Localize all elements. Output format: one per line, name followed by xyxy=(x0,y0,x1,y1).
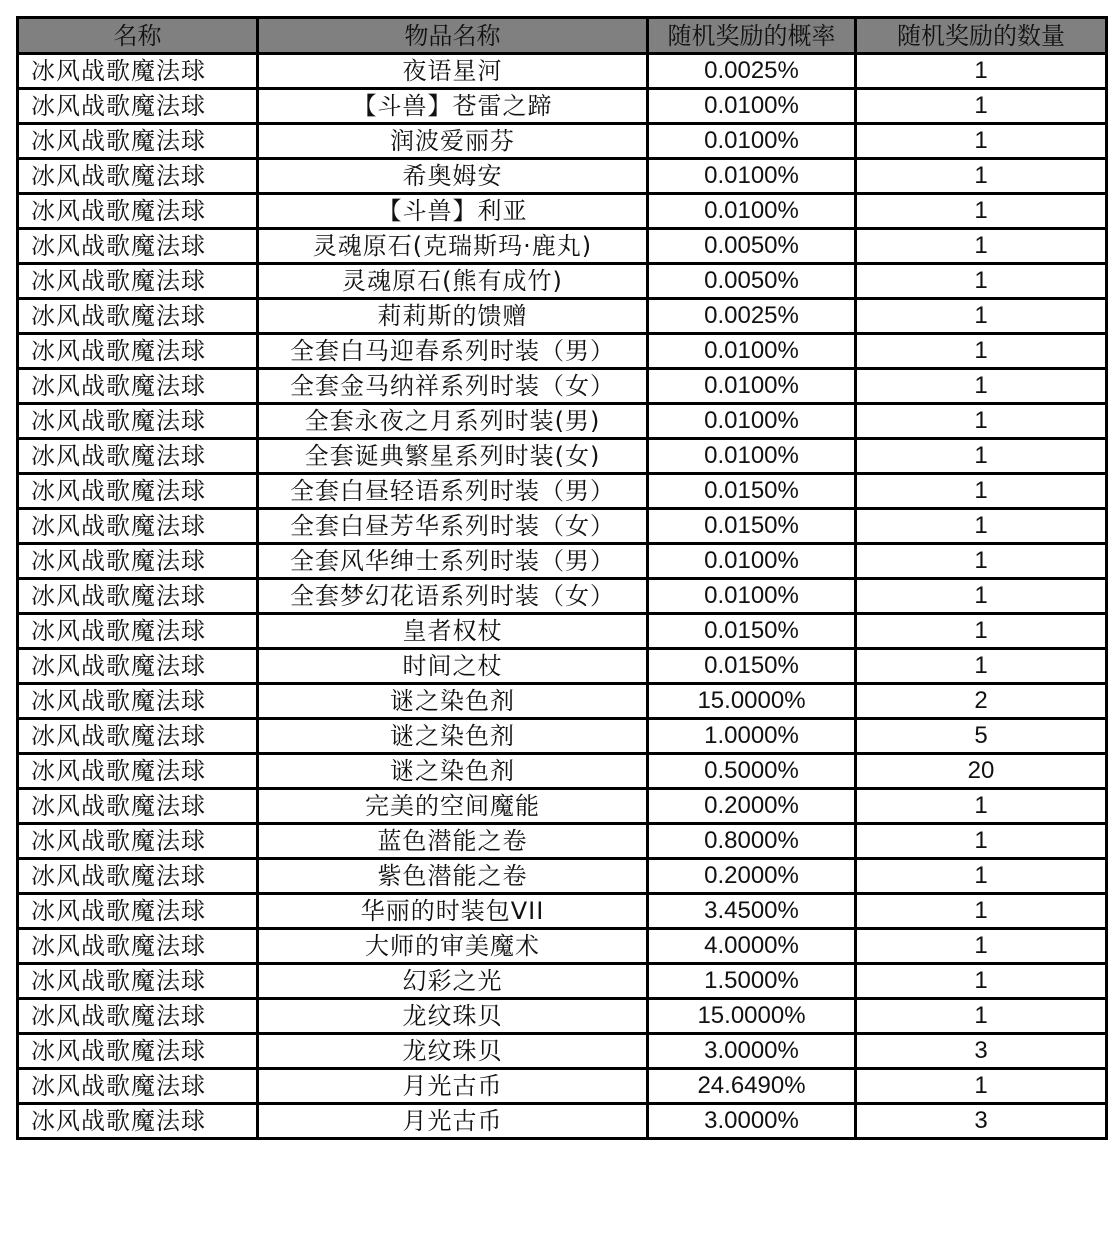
cell-probability[interactable]: 0.0100% xyxy=(648,334,856,369)
table-row xyxy=(18,614,1107,649)
cell-quantity[interactable]: 1 xyxy=(856,824,1107,859)
cell-box-name[interactable]: 冰风战歌魔法球 xyxy=(18,439,258,474)
cell-item-name[interactable]: 全套诞典繁星系列时装(女) xyxy=(258,439,648,474)
cell-box-name[interactable]: 冰风战歌魔法球 xyxy=(18,649,258,684)
header-item-name: 物品名称 xyxy=(258,18,648,54)
cell-item-name[interactable]: 华丽的时装包VII xyxy=(258,894,648,929)
cell-item-name[interactable]: 全套梦幻花语系列时装（女） xyxy=(258,579,648,614)
cell-box-name[interactable]: 冰风战歌魔法球 xyxy=(18,1069,258,1104)
cell-box-name[interactable]: 冰风战歌魔法球 xyxy=(18,229,258,264)
cell-item-name[interactable]: 全套白昼芳华系列时装（女） xyxy=(258,509,648,544)
cell-quantity[interactable]: 1 xyxy=(856,229,1107,264)
table-row xyxy=(18,334,1107,369)
cell-box-name[interactable]: 冰风战歌魔法球 xyxy=(18,124,258,159)
cell-item-name[interactable]: 全套金马纳祥系列时装（女） xyxy=(258,369,648,404)
cell-probability[interactable]: 1.0000% xyxy=(648,719,856,754)
cell-quantity[interactable]: 1 xyxy=(856,369,1107,404)
table-row xyxy=(18,999,1107,1034)
cell-quantity[interactable]: 5 xyxy=(856,719,1107,754)
cell-quantity[interactable]: 1 xyxy=(856,509,1107,544)
cell-box-name[interactable]: 冰风战歌魔法球 xyxy=(18,789,258,824)
cell-quantity[interactable]: 1 xyxy=(856,929,1107,964)
cell-item-name[interactable]: 谜之染色剂 xyxy=(258,719,648,754)
cell-box-name[interactable]: 冰风战歌魔法球 xyxy=(18,509,258,544)
cell-item-name[interactable]: 幻彩之光 xyxy=(258,964,648,999)
cell-item-name[interactable]: 莉莉斯的馈赠 xyxy=(258,299,648,334)
header-probability: 随机奖励的概率 xyxy=(648,18,856,54)
cell-probability[interactable]: 0.0025% xyxy=(648,54,856,89)
cell-item-name[interactable]: 全套白马迎春系列时装（男） xyxy=(258,334,648,369)
cell-box-name[interactable]: 冰风战歌魔法球 xyxy=(18,369,258,404)
cell-quantity[interactable]: 1 xyxy=(856,964,1107,999)
table-row xyxy=(18,229,1107,264)
table-row xyxy=(18,684,1107,719)
cell-probability[interactable]: 0.0050% xyxy=(648,264,856,299)
table-row xyxy=(18,194,1107,229)
cell-box-name[interactable]: 冰风战歌魔法球 xyxy=(18,544,258,579)
cell-probability[interactable]: 0.0100% xyxy=(648,439,856,474)
table-row xyxy=(18,474,1107,509)
cell-probability[interactable]: 0.0050% xyxy=(648,229,856,264)
header-row xyxy=(18,18,1107,54)
cell-item-name[interactable]: 谜之染色剂 xyxy=(258,684,648,719)
table-row xyxy=(18,649,1107,684)
cell-probability[interactable]: 0.0100% xyxy=(648,369,856,404)
cell-quantity[interactable]: 1 xyxy=(856,194,1107,229)
cell-box-name[interactable]: 冰风战歌魔法球 xyxy=(18,334,258,369)
cell-quantity[interactable]: 1 xyxy=(856,894,1107,929)
cell-box-name[interactable]: 冰风战歌魔法球 xyxy=(18,719,258,754)
cell-quantity[interactable]: 1 xyxy=(856,649,1107,684)
cell-probability[interactable]: 0.0150% xyxy=(648,474,856,509)
cell-box-name[interactable]: 冰风战歌魔法球 xyxy=(18,159,258,194)
cell-box-name[interactable]: 冰风战歌魔法球 xyxy=(18,859,258,894)
cell-quantity[interactable]: 1 xyxy=(856,544,1107,579)
cell-quantity[interactable]: 1 xyxy=(856,404,1107,439)
cell-item-name[interactable]: 月光古币 xyxy=(258,1104,648,1139)
table-row xyxy=(18,1104,1107,1139)
cell-item-name[interactable]: 全套白昼轻语系列时装（男） xyxy=(258,474,648,509)
cell-probability[interactable]: 0.2000% xyxy=(648,789,856,824)
header-quantity: 随机奖励的数量 xyxy=(856,18,1107,54)
table-row xyxy=(18,1069,1107,1104)
table-row xyxy=(18,964,1107,999)
cell-box-name[interactable]: 冰风战歌魔法球 xyxy=(18,299,258,334)
cell-quantity[interactable]: 1 xyxy=(856,264,1107,299)
cell-box-name[interactable]: 冰风战歌魔法球 xyxy=(18,964,258,999)
cell-box-name[interactable]: 冰风战歌魔法球 xyxy=(18,579,258,614)
cell-quantity[interactable]: 1 xyxy=(856,614,1107,649)
cell-probability[interactable]: 0.0025% xyxy=(648,299,856,334)
cell-quantity[interactable]: 20 xyxy=(856,754,1107,789)
cell-item-name[interactable]: 龙纹珠贝 xyxy=(258,999,648,1034)
table-row xyxy=(18,369,1107,404)
cell-item-name[interactable]: 龙纹珠贝 xyxy=(258,1034,648,1069)
cell-probability[interactable]: 0.0100% xyxy=(648,579,856,614)
cell-item-name[interactable]: 时间之杖 xyxy=(258,649,648,684)
cell-probability[interactable]: 0.0100% xyxy=(648,159,856,194)
cell-item-name[interactable]: 完美的空间魔能 xyxy=(258,789,648,824)
table-row xyxy=(18,824,1107,859)
cell-probability[interactable]: 15.0000% xyxy=(648,999,856,1034)
table-row xyxy=(18,929,1107,964)
cell-item-name[interactable]: 【斗兽】苍雷之蹄 xyxy=(258,89,648,124)
cell-probability[interactable]: 0.5000% xyxy=(648,754,856,789)
cell-box-name[interactable]: 冰风战歌魔法球 xyxy=(18,474,258,509)
spreadsheet-area xyxy=(16,16,1108,1140)
table-row xyxy=(18,439,1107,474)
cell-box-name[interactable]: 冰风战歌魔法球 xyxy=(18,54,258,89)
cell-quantity[interactable]: 1 xyxy=(856,999,1107,1034)
cell-box-name[interactable]: 冰风战歌魔法球 xyxy=(18,929,258,964)
cell-item-name[interactable]: 紫色潜能之卷 xyxy=(258,859,648,894)
cell-box-name[interactable]: 冰风战歌魔法球 xyxy=(18,999,258,1034)
cell-item-name[interactable]: 月光古币 xyxy=(258,1069,648,1104)
cell-probability[interactable]: 3.0000% xyxy=(648,1104,856,1139)
cell-quantity[interactable]: 3 xyxy=(856,1034,1107,1069)
cell-box-name[interactable]: 冰风战歌魔法球 xyxy=(18,1034,258,1069)
cell-box-name[interactable]: 冰风战歌魔法球 xyxy=(18,824,258,859)
cell-quantity[interactable]: 1 xyxy=(856,124,1107,159)
table-row xyxy=(18,1034,1107,1069)
cell-box-name[interactable]: 冰风战歌魔法球 xyxy=(18,404,258,439)
cell-item-name[interactable]: 谜之染色剂 xyxy=(258,754,648,789)
cell-probability[interactable]: 24.6490% xyxy=(648,1069,856,1104)
table-row xyxy=(18,894,1107,929)
cell-probability[interactable]: 0.0150% xyxy=(648,649,856,684)
cell-item-name[interactable]: 希奥姆安 xyxy=(258,159,648,194)
cell-probability[interactable]: 0.8000% xyxy=(648,824,856,859)
cell-item-name[interactable]: 全套永夜之月系列时装(男) xyxy=(258,404,648,439)
cell-probability[interactable]: 0.0100% xyxy=(648,194,856,229)
table-row xyxy=(18,299,1107,334)
cell-quantity[interactable]: 2 xyxy=(856,684,1107,719)
table-row xyxy=(18,404,1107,439)
cell-quantity[interactable]: 1 xyxy=(856,789,1107,824)
cell-box-name[interactable]: 冰风战歌魔法球 xyxy=(18,684,258,719)
table-row xyxy=(18,754,1107,789)
cell-box-name[interactable]: 冰风战歌魔法球 xyxy=(18,894,258,929)
cell-item-name[interactable]: 蓝色潜能之卷 xyxy=(258,824,648,859)
cell-quantity[interactable]: 1 xyxy=(856,89,1107,124)
cell-box-name[interactable]: 冰风战歌魔法球 xyxy=(18,89,258,124)
cell-item-name[interactable]: 【斗兽】利亚 xyxy=(258,194,648,229)
cell-probability[interactable]: 0.0150% xyxy=(648,614,856,649)
cell-quantity[interactable]: 3 xyxy=(856,1104,1107,1139)
table-row xyxy=(18,544,1107,579)
cell-quantity[interactable]: 1 xyxy=(856,54,1107,89)
table-row xyxy=(18,579,1107,614)
cell-item-name[interactable]: 皇者权杖 xyxy=(258,614,648,649)
cell-probability[interactable]: 1.5000% xyxy=(648,964,856,999)
cell-probability[interactable]: 3.4500% xyxy=(648,894,856,929)
table-row xyxy=(18,124,1107,159)
cell-box-name[interactable]: 冰风战歌魔法球 xyxy=(18,1104,258,1139)
cell-quantity[interactable]: 1 xyxy=(856,474,1107,509)
table-row xyxy=(18,54,1107,89)
table-row xyxy=(18,159,1107,194)
table-row xyxy=(18,719,1107,754)
cell-probability[interactable]: 0.0100% xyxy=(648,404,856,439)
cell-item-name[interactable]: 夜语星河 xyxy=(258,54,648,89)
cell-quantity[interactable]: 1 xyxy=(856,299,1107,334)
cell-probability[interactable]: 0.0100% xyxy=(648,544,856,579)
cell-quantity[interactable]: 1 xyxy=(856,579,1107,614)
cell-quantity[interactable]: 1 xyxy=(856,159,1107,194)
cell-quantity[interactable]: 1 xyxy=(856,859,1107,894)
table-row xyxy=(18,789,1107,824)
table-row xyxy=(18,264,1107,299)
cell-quantity[interactable]: 1 xyxy=(856,439,1107,474)
cell-probability[interactable]: 0.0100% xyxy=(648,124,856,159)
drop-rate-table xyxy=(16,16,1108,1140)
cell-box-name[interactable]: 冰风战歌魔法球 xyxy=(18,754,258,789)
cell-quantity[interactable]: 1 xyxy=(856,1069,1107,1104)
table-row xyxy=(18,509,1107,544)
table-body xyxy=(18,54,1107,1139)
cell-box-name[interactable]: 冰风战歌魔法球 xyxy=(18,264,258,299)
cell-box-name[interactable]: 冰风战歌魔法球 xyxy=(18,194,258,229)
cell-item-name[interactable]: 大师的审美魔术 xyxy=(258,929,648,964)
cell-item-name[interactable]: 润波爱丽芬 xyxy=(258,124,648,159)
cell-item-name[interactable]: 灵魂原石(熊有成竹) xyxy=(258,264,648,299)
cell-probability[interactable]: 3.0000% xyxy=(648,1034,856,1069)
cell-box-name[interactable]: 冰风战歌魔法球 xyxy=(18,614,258,649)
cell-probability[interactable]: 15.0000% xyxy=(648,684,856,719)
cell-item-name[interactable]: 全套风华绅士系列时装（男） xyxy=(258,544,648,579)
cell-probability[interactable]: 0.0150% xyxy=(648,509,856,544)
cell-item-name[interactable]: 灵魂原石(克瑞斯玛·鹿丸) xyxy=(258,229,648,264)
table-row xyxy=(18,859,1107,894)
table-row xyxy=(18,89,1107,124)
cell-probability[interactable]: 0.2000% xyxy=(648,859,856,894)
cell-probability[interactable]: 4.0000% xyxy=(648,929,856,964)
header-box-name: 名称 xyxy=(18,18,258,54)
cell-quantity[interactable]: 1 xyxy=(856,334,1107,369)
cell-probability[interactable]: 0.0100% xyxy=(648,89,856,124)
